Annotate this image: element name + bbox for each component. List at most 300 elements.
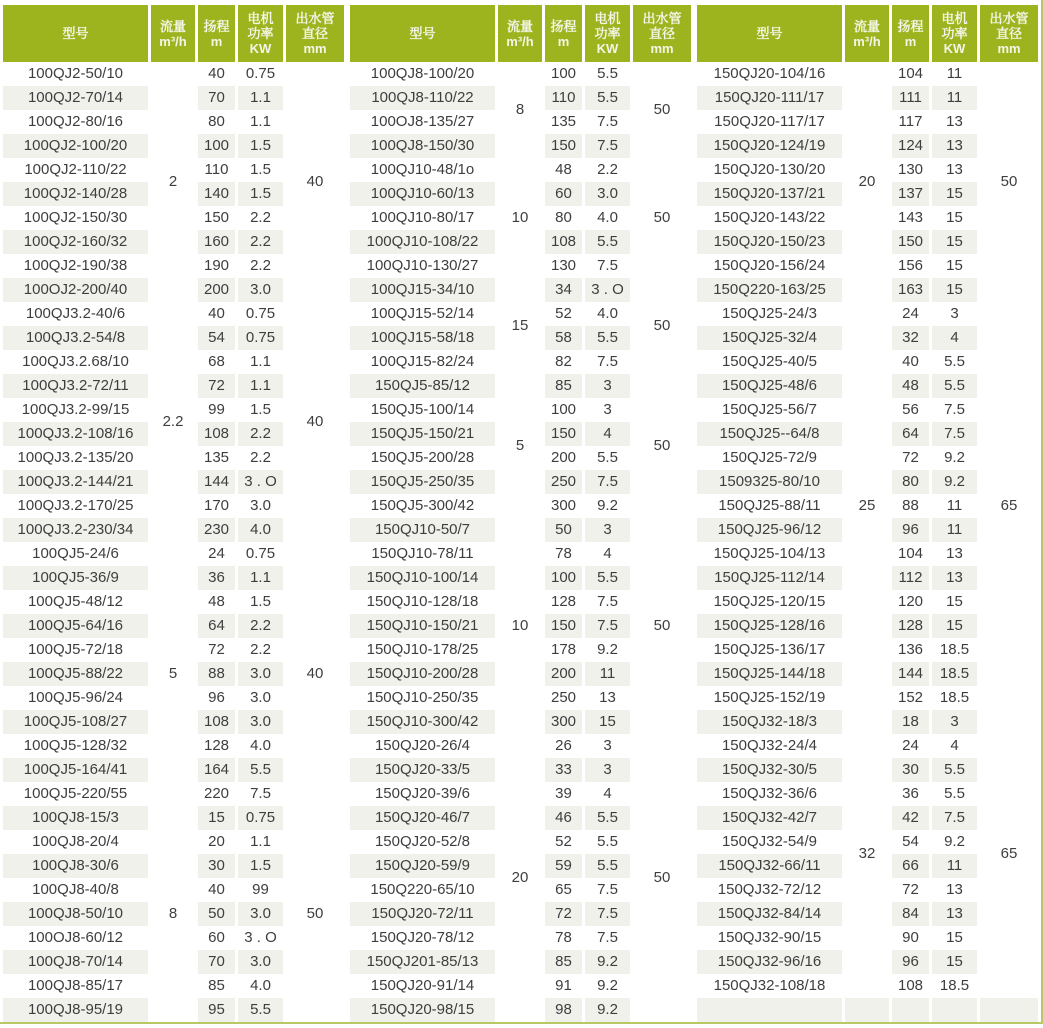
pipe-cell: 50: [633, 734, 691, 1022]
power-cell: 11: [585, 662, 630, 686]
model-cell: 150QJ25-32/4: [697, 326, 842, 350]
power-cell: 3: [932, 302, 977, 326]
power-cell: 1.5: [238, 158, 283, 182]
header-pipe-line: 直径: [648, 26, 675, 41]
head-cell: 40: [198, 302, 235, 326]
power-cell: 11: [932, 518, 977, 542]
head-cell: 230: [198, 518, 235, 542]
head-cell: 72: [198, 374, 235, 398]
power-cell: 18.5: [932, 686, 977, 710]
head-cell: 46: [545, 806, 582, 830]
head-cell: 82: [545, 350, 582, 374]
head-cell: 30: [892, 758, 929, 782]
power-cell: 3 . O: [585, 278, 630, 302]
flow-cell: 10: [498, 518, 542, 734]
power-cell: 4: [932, 326, 977, 350]
header-flow: [498, 5, 542, 62]
model-cell: 100QJ3.2-135/20: [3, 446, 148, 470]
table-row: [350, 158, 691, 182]
model-cell: 150QJ25-40/5: [697, 350, 842, 374]
head-cell: 70: [198, 950, 235, 974]
power-cell: 2.2: [585, 158, 630, 182]
power-cell: 15: [932, 590, 977, 614]
header-head-line: m: [904, 33, 917, 49]
power-cell: 3: [585, 734, 630, 758]
model-cell: 150QJ32-30/5: [697, 758, 842, 782]
model-cell: 100QJ10-60/13: [350, 182, 495, 206]
model-cell: 100QJ8-100/20: [350, 62, 495, 86]
table-header: [3, 5, 344, 62]
model-cell: 100QJ5-48/12: [3, 590, 148, 614]
model-cell: 100QJ5-108/27: [3, 710, 148, 734]
model-cell: 100QJ2-100/20: [3, 134, 148, 158]
model-cell: 150QJ32-66/11: [697, 854, 842, 878]
head-cell: 150: [545, 134, 582, 158]
model-cell: 100QJ2-150/30: [3, 206, 148, 230]
model-cell: 150Q220-163/25: [697, 278, 842, 302]
model-cell: 100QJ3.2-170/25: [3, 494, 148, 518]
head-cell: 108: [198, 422, 235, 446]
power-cell: 2.2: [238, 446, 283, 470]
flow-cell: 5: [498, 374, 542, 518]
head-cell: 108: [198, 710, 235, 734]
model-cell: 100QJ2-70/14: [3, 86, 148, 110]
power-cell: 15: [932, 230, 977, 254]
header-flow-line: 流量: [159, 18, 186, 34]
head-cell: 100: [545, 62, 582, 86]
head-cell: 42: [892, 806, 929, 830]
pipe-cell: 65: [980, 710, 1038, 998]
header-power: [238, 5, 283, 62]
model-cell: 100QJ10-108/22: [350, 230, 495, 254]
header-power-line: 电机: [247, 11, 274, 26]
table-header: [350, 5, 691, 62]
power-cell: 15: [932, 254, 977, 278]
pipe-cell: 50: [633, 158, 691, 278]
head-cell: 98: [545, 998, 582, 1022]
head-cell: 178: [545, 638, 582, 662]
model-cell: 150QJ5-150/21: [350, 422, 495, 446]
power-cell: 0.75: [238, 62, 283, 86]
head-cell: 100: [198, 134, 235, 158]
head-cell: 48: [892, 374, 929, 398]
model-cell: 150QJ32-90/15: [697, 926, 842, 950]
header-pipe-line: 直径: [301, 26, 328, 41]
head-cell: 60: [198, 926, 235, 950]
head-cell: 85: [545, 950, 582, 974]
header-model: [350, 5, 495, 62]
model-cell: 150QJ20-52/8: [350, 830, 495, 854]
head-cell: 156: [892, 254, 929, 278]
model-cell: 150QJ25-144/18: [697, 662, 842, 686]
model-cell: 150QJ32-108/18: [697, 974, 842, 998]
power-cell: 11: [932, 86, 977, 110]
header-power-line: 功率: [594, 26, 621, 41]
head-cell: 68: [198, 350, 235, 374]
power-cell: 15: [585, 710, 630, 734]
power-cell: 7.5: [585, 878, 630, 902]
model-cell: 150QJ25-112/14: [697, 566, 842, 590]
header-pipe: [286, 5, 344, 62]
power-cell: 3.0: [238, 686, 283, 710]
head-cell: 150: [198, 206, 235, 230]
model-cell: 150QJ25-24/3: [697, 302, 842, 326]
head-cell: 96: [198, 686, 235, 710]
power-cell: 7.5: [238, 782, 283, 806]
head-cell: 32: [892, 326, 929, 350]
head-cell: 59: [545, 854, 582, 878]
model-cell: 150QJ32-72/12: [697, 878, 842, 902]
model-cell: 100QJ8-95/19: [3, 998, 148, 1022]
power-cell: 3: [585, 398, 630, 422]
pipe-cell: 50: [980, 62, 1038, 302]
header-pipe-line: mm: [303, 41, 327, 56]
model-cell: 150QJ20-156/24: [697, 254, 842, 278]
head-cell: 300: [545, 710, 582, 734]
model-cell: 150QJ5-300/42: [350, 494, 495, 518]
power-cell: 9.2: [585, 998, 630, 1022]
model-cell: 150QJ25-96/12: [697, 518, 842, 542]
power-cell: 11: [932, 62, 977, 86]
head-cell: 250: [545, 686, 582, 710]
pipe-cell: 40: [286, 302, 344, 542]
power-cell: 4.0: [238, 518, 283, 542]
pipe-cell: 50: [633, 374, 691, 518]
power-cell: 5.5: [932, 782, 977, 806]
header-model-line: 型号: [409, 26, 436, 41]
head-cell: 112: [892, 566, 929, 590]
power-cell: 7.5: [585, 614, 630, 638]
power-cell: 18.5: [932, 974, 977, 998]
power-cell: 4: [585, 782, 630, 806]
model-cell: 100QJ8-110/22: [350, 86, 495, 110]
header-pipe-line: mm: [650, 41, 674, 56]
power-cell: 3.0: [238, 902, 283, 926]
power-cell: 15: [932, 950, 977, 974]
power-cell: 2.2: [238, 206, 283, 230]
power-cell: 13: [932, 134, 977, 158]
header-power-line: KW: [249, 41, 272, 56]
model-cell: 150QJ20-98/15: [350, 998, 495, 1022]
head-cell: 136: [892, 638, 929, 662]
table-header: [697, 5, 1038, 62]
header-flow-line: m³/h: [853, 33, 881, 49]
header-flow-line: m³/h: [506, 33, 534, 49]
head-cell: 124: [892, 134, 929, 158]
head-cell: 99: [198, 398, 235, 422]
table-row: [3, 62, 344, 86]
pump-spec-table-section-1: [0, 5, 347, 1022]
head-cell: 36: [198, 566, 235, 590]
power-cell: 9.2: [932, 470, 977, 494]
header-head-line: m: [557, 33, 570, 49]
head-cell: 250: [545, 470, 582, 494]
head-cell: 72: [892, 878, 929, 902]
model-cell: 150QJ25-56/7: [697, 398, 842, 422]
power-cell: 5.5: [932, 758, 977, 782]
head-cell: 65: [545, 878, 582, 902]
power-cell: 2.2: [238, 638, 283, 662]
flow-cell: 32: [845, 710, 889, 998]
header-model: [697, 5, 842, 62]
model-cell: 150QJ32-84/14: [697, 902, 842, 926]
head-cell: 100: [545, 566, 582, 590]
head-cell: 144: [892, 662, 929, 686]
table-row: [350, 62, 691, 86]
model-cell: 150QJ32-54/9: [697, 830, 842, 854]
model-cell: 150QJ20-59/9: [350, 854, 495, 878]
header-model-line: 型号: [756, 26, 783, 41]
table-row: [697, 62, 1038, 86]
power-cell: 0.75: [238, 326, 283, 350]
head-cell: 88: [892, 494, 929, 518]
head-cell: 130: [545, 254, 582, 278]
model-cell: 150QJ20-124/19: [697, 134, 842, 158]
flow-cell: 2.2: [151, 302, 195, 542]
model-cell: 100QJ8-70/14: [3, 950, 148, 974]
pipe-cell: 40: [286, 542, 344, 806]
model-cell: 100QJ2-190/38: [3, 254, 148, 278]
model-cell: 100QJ8-15/3: [3, 806, 148, 830]
head-cell: 140: [198, 182, 235, 206]
head-cell: 128: [892, 614, 929, 638]
head-cell: 26: [545, 734, 582, 758]
head-cell: 30: [198, 854, 235, 878]
header-power: [585, 5, 630, 62]
model-cell: 100QJ5-164/41: [3, 758, 148, 782]
header-power-line: 功率: [941, 26, 968, 41]
head-cell: 163: [892, 278, 929, 302]
power-cell: 5.5: [932, 350, 977, 374]
power-cell: 1.5: [238, 590, 283, 614]
head-cell: 90: [892, 926, 929, 950]
header-pipe: [633, 5, 691, 62]
model-cell: 100QJ10-48/1o: [350, 158, 495, 182]
header-head-line: 扬程: [550, 18, 577, 34]
power-cell: 18.5: [932, 662, 977, 686]
flow-cell: 20: [845, 62, 889, 302]
power-cell: 7.5: [932, 398, 977, 422]
head-cell: 84: [892, 902, 929, 926]
header-row: [3, 5, 344, 62]
model-cell: 150QJ25-88/11: [697, 494, 842, 518]
header-pipe-line: 出水管: [642, 11, 682, 26]
power-cell: 13: [932, 878, 977, 902]
model-cell: 150Q220-65/10: [350, 878, 495, 902]
head-cell: 34: [545, 278, 582, 302]
model-cell: 150QJ20-104/16: [697, 62, 842, 86]
head-cell: 135: [545, 110, 582, 134]
model-cell: 150QJ25-128/16: [697, 614, 842, 638]
power-cell: 99: [238, 878, 283, 902]
model-cell: 150QJ25-72/9: [697, 446, 842, 470]
pipe-cell: 40: [286, 62, 344, 302]
power-cell: 4.0: [585, 206, 630, 230]
power-cell: 9.2: [585, 974, 630, 998]
power-cell: 5.5: [238, 758, 283, 782]
head-cell: 200: [545, 662, 582, 686]
model-cell: 100OJ2-200/40: [3, 278, 148, 302]
flow-cell: 15: [498, 278, 542, 374]
head-cell: 100: [545, 398, 582, 422]
power-cell: 9.2: [932, 446, 977, 470]
head-cell: 144: [198, 470, 235, 494]
model-cell: 150QJ201-85/13: [350, 950, 495, 974]
table-body: [350, 62, 691, 1022]
header-head-line: 扬程: [897, 18, 924, 34]
head-cell: 72: [198, 638, 235, 662]
power-cell: 1.1: [238, 374, 283, 398]
head-cell: 170: [198, 494, 235, 518]
model-cell: 100QJ2-140/28: [3, 182, 148, 206]
head-cell: 104: [892, 542, 929, 566]
head-cell: 24: [198, 542, 235, 566]
model-cell: 150QJ25-136/17: [697, 638, 842, 662]
power-cell: 9.2: [585, 638, 630, 662]
table-row: [350, 374, 691, 398]
header-row: [697, 5, 1038, 62]
header-model-line: 型号: [62, 26, 89, 41]
table-row: [350, 734, 691, 758]
power-cell: 5.5: [932, 374, 977, 398]
flow-cell: 25: [845, 302, 889, 710]
model-cell: 100QJ3.2-40/6: [3, 302, 148, 326]
model-cell: 100QJ5-36/9: [3, 566, 148, 590]
power-cell: 4.0: [585, 302, 630, 326]
head-cell: 48: [545, 158, 582, 182]
head-cell: 80: [892, 470, 929, 494]
head-cell: [892, 998, 929, 1022]
power-cell: 13: [932, 566, 977, 590]
head-cell: 150: [545, 614, 582, 638]
model-cell: 100OJ8-60/12: [3, 926, 148, 950]
model-cell: 100QJ15-58/18: [350, 326, 495, 350]
model-cell: 100QJ3.2.68/10: [3, 350, 148, 374]
model-cell: 100QJ5-96/24: [3, 686, 148, 710]
model-cell: 150QJ10-300/42: [350, 710, 495, 734]
pump-spec-table-section-2: [347, 5, 694, 1022]
head-cell: 110: [198, 158, 235, 182]
power-cell: 3: [932, 710, 977, 734]
power-cell: 2.2: [238, 254, 283, 278]
power-cell: 11: [932, 494, 977, 518]
head-cell: 152: [892, 686, 929, 710]
power-cell: 13: [932, 110, 977, 134]
power-cell: 15: [932, 182, 977, 206]
head-cell: 20: [198, 830, 235, 854]
head-cell: 150: [545, 422, 582, 446]
model-cell: 150QJ10-100/14: [350, 566, 495, 590]
pipe-cell: 50: [633, 518, 691, 734]
head-cell: 66: [892, 854, 929, 878]
power-cell: 15: [932, 206, 977, 230]
header-pipe-line: mm: [997, 41, 1021, 56]
power-cell: 3 . O: [238, 470, 283, 494]
head-cell: 78: [545, 926, 582, 950]
model-cell: 150QJ20-91/14: [350, 974, 495, 998]
model-cell: 150QJ25-104/13: [697, 542, 842, 566]
head-cell: 36: [892, 782, 929, 806]
header-model: [3, 5, 148, 62]
head-cell: 137: [892, 182, 929, 206]
flow-cell: 8: [498, 62, 542, 158]
table-row: [350, 278, 691, 302]
flow-cell: 20: [498, 734, 542, 1022]
power-cell: 1.1: [238, 566, 283, 590]
model-cell: 100QJ3.2-72/11: [3, 374, 148, 398]
pipe-cell: 50: [633, 62, 691, 158]
head-cell: 40: [198, 878, 235, 902]
flow-cell: 8: [151, 806, 195, 1022]
pipe-cell: 65: [980, 302, 1038, 710]
power-cell: 7.5: [585, 110, 630, 134]
model-cell: 150QJ20-150/23: [697, 230, 842, 254]
model-cell: 150QJ20-33/5: [350, 758, 495, 782]
power-cell: 1.5: [238, 854, 283, 878]
power-cell: 3 . O: [238, 926, 283, 950]
power-cell: 18.5: [932, 638, 977, 662]
head-cell: 190: [198, 254, 235, 278]
header-row: [350, 5, 691, 62]
head-cell: 15: [198, 806, 235, 830]
head-cell: 85: [545, 374, 582, 398]
head-cell: 111: [892, 86, 929, 110]
head-cell: 72: [892, 446, 929, 470]
model-cell: 150QJ32-42/7: [697, 806, 842, 830]
model-cell: 150QJ25--64/8: [697, 422, 842, 446]
power-cell: 13: [932, 542, 977, 566]
power-cell: 1.5: [238, 398, 283, 422]
header-power-line: 功率: [247, 26, 274, 41]
flow-cell: 2: [151, 62, 195, 302]
model-cell: 150QJ32-36/6: [697, 782, 842, 806]
header-power-line: KW: [943, 41, 966, 56]
model-cell: 100QJ8-85/17: [3, 974, 148, 998]
power-cell: 2.2: [238, 422, 283, 446]
power-cell: 3.0: [238, 710, 283, 734]
head-cell: 200: [545, 446, 582, 470]
power-cell: 13: [932, 902, 977, 926]
head-cell: 128: [198, 734, 235, 758]
head-cell: 160: [198, 230, 235, 254]
table-row: [350, 518, 691, 542]
model-cell: 100QJ15-52/14: [350, 302, 495, 326]
power-cell: 5.5: [585, 446, 630, 470]
head-cell: 80: [545, 206, 582, 230]
model-cell: 100QJ2-160/32: [3, 230, 148, 254]
head-cell: 52: [545, 830, 582, 854]
power-cell: 5.5: [585, 566, 630, 590]
model-cell: 100QJ15-34/10: [350, 278, 495, 302]
model-cell: 100QJ10-130/27: [350, 254, 495, 278]
power-cell: 5.5: [585, 806, 630, 830]
table-row-empty: [697, 998, 1038, 1022]
power-cell: 5.5: [585, 326, 630, 350]
power-cell: 2.2: [238, 614, 283, 638]
head-cell: 117: [892, 110, 929, 134]
power-cell: 4.0: [238, 734, 283, 758]
table-row: [697, 710, 1038, 734]
power-cell: 7.5: [585, 902, 630, 926]
head-cell: 164: [198, 758, 235, 782]
model-cell: 150QJ5-85/12: [350, 374, 495, 398]
head-cell: 88: [198, 662, 235, 686]
power-cell: 7.5: [932, 422, 977, 446]
power-cell: 3.0: [238, 950, 283, 974]
power-cell: 4: [585, 542, 630, 566]
power-cell: 7.5: [585, 134, 630, 158]
power-cell: 1.1: [238, 86, 283, 110]
